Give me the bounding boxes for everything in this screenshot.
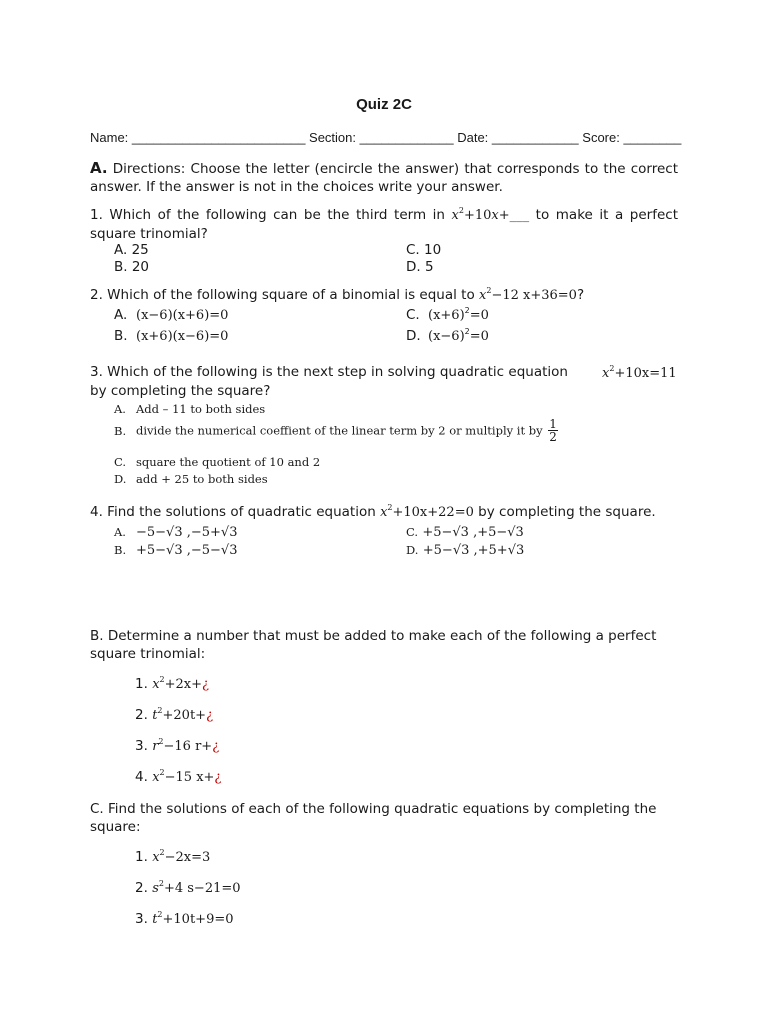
one-half-fraction: $\frac{1}{2}$ xyxy=(549,417,557,444)
q3-text-post: by completing the square? xyxy=(90,383,271,399)
q1-expression: $x^2+10x+\_\_\_$ xyxy=(451,206,530,223)
part-a-label: A. xyxy=(90,159,108,177)
q4-choice-b[interactable]: B. +5−√3 ,−5−√3 xyxy=(114,543,238,558)
part-b-item-2: 2. $t^2+20t+¿$ xyxy=(135,706,214,723)
q2-expression: $x^2-12$ x+36=0 xyxy=(479,286,577,303)
q1-choice-b[interactable]: B. 20 xyxy=(114,259,150,275)
q2-choice-a[interactable]: A. (x−6)(x+6)=0 xyxy=(114,307,229,323)
q3-text-pre: 3. Which of the following is the next step in solving quadratic equation xyxy=(90,364,568,380)
part-c-item-2: 2. $s^2+4$ s−21=0 xyxy=(135,879,241,896)
q1-text-pre: 1. Which of the following can be the third term in xyxy=(90,207,452,223)
part-c-directions: C. Find the solutions of each of the following quadratic equations by completing the square: xyxy=(90,801,657,835)
q3-expression: $x^2+10x=11$ xyxy=(602,364,677,381)
q1-choice-d[interactable]: D. 5 xyxy=(406,259,434,275)
student-info-line: Name: ________________________ Section: _____________ Date: ____________ Score: ________ xyxy=(90,130,682,145)
q3-choice-b[interactable]: B. divide the numerical coeffient of the linear term by 2 or multiply it by $\frac{1}{2}$ xyxy=(114,417,557,444)
q4-choice-a[interactable]: A. −5−√3 ,−5+√3 xyxy=(114,525,238,540)
part-b-item-4: 4. $x^2-15$ x+¿ xyxy=(135,768,222,785)
question-1 xyxy=(90,206,678,243)
q4-text-post: by completing the square. xyxy=(473,504,656,520)
part-b-item-1: 1. $x^2+2x+¿$ xyxy=(135,675,209,692)
q4-choice-c[interactable]: C. +5−√3 ,+5−√3 xyxy=(406,525,524,540)
part-c-item-3: 3. $t^2+10t+9=0$ xyxy=(135,910,234,927)
q4-expression: $x^2+10x+22=0$ xyxy=(380,503,474,520)
part-b-item-3: 3. $r^2-16$ r+¿ xyxy=(135,737,220,754)
q3-choice-d[interactable]: D. add + 25 to both sides xyxy=(114,472,268,486)
q2-choice-d[interactable]: D. $(x-6)^2=0$ xyxy=(406,327,489,344)
q1-choice-a[interactable]: A. 25 xyxy=(114,242,149,258)
page-title: Quiz 2C xyxy=(356,96,412,113)
q4-choice-d[interactable]: D. +5−√3 ,+5+√3 xyxy=(406,543,525,558)
part-c-item-1: 1. $x^2-2x=3$ xyxy=(135,848,211,865)
question-2: 2. Which of the following square of a binomial is equal to $x^2-12$ x+36=0? xyxy=(90,286,585,303)
part-a-directions-text: Directions: Choose the letter (encircle the answer) that corresponds to the correct answer. If the answer is not in the choices write your answer. xyxy=(90,161,679,195)
q3-choice-a[interactable]: A. Add – 11 to both sides xyxy=(114,402,266,416)
part-a-directions xyxy=(90,159,678,196)
q3-choice-c[interactable]: C. square the quotient of 10 and 2 xyxy=(114,455,321,469)
q4-text-pre: 4. Find the solutions of quadratic equation xyxy=(90,504,381,520)
question-4 xyxy=(90,504,690,520)
q2-text-pre: 2. Which of the following square of a binomial is equal to xyxy=(90,287,479,303)
q1-choice-c[interactable]: C. 10 xyxy=(406,242,442,258)
q2-choice-c[interactable]: C. $(x+6)^2=0$ xyxy=(406,306,489,323)
part-b-directions: B. Determine a number that must be added to make each of the following a perfect square trinomial: xyxy=(90,628,657,662)
q2-choice-b[interactable]: B. (x+6)(x−6)=0 xyxy=(114,328,229,344)
q1-text-post: to make it a perfect square trinomial? xyxy=(90,207,679,242)
question-3 xyxy=(90,364,680,380)
